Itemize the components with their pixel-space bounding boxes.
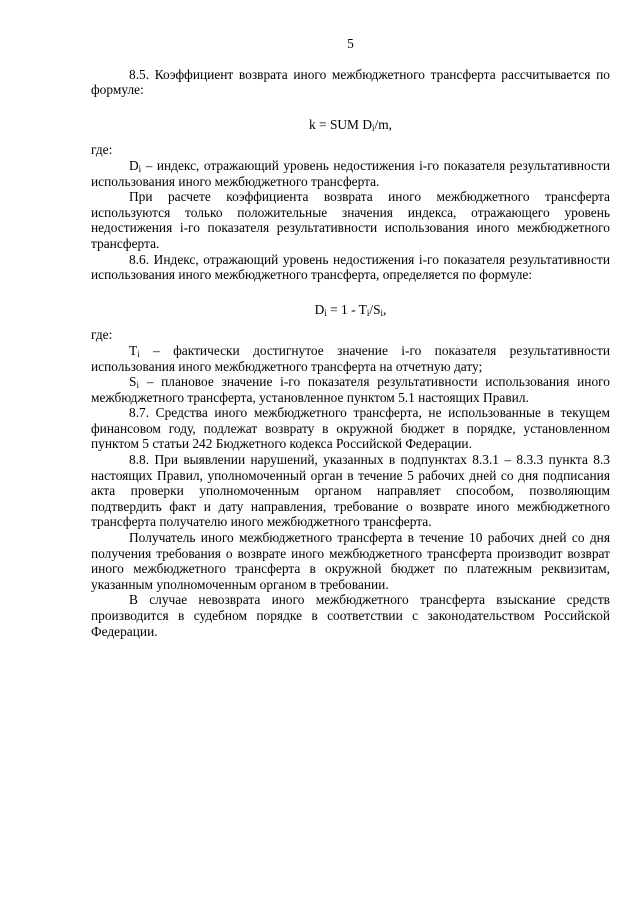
formula-di-d-sub: i [324,307,327,318]
paragraph-8-6: 8.6. Индекс, отражающий уровень недостижения i-го показателя результативности использования иного межбюджетного трансферта, определяется по формуле: [91,251,610,283]
paragraph-recipient: Получатель иного межбюджетного трансферта в течение 10 рабочих дней со дня получения требования о возврате иного межбюджетного трансферта производит возврат иного межбюджетного трансферта в окружной бюджет по платежным реквизитам, указанным уполномоченным органом в требовании. [91,530,610,592]
formula-di-mid: = 1 - T [326,301,367,317]
where-label-1: где: [91,142,113,158]
definition-di [91,158,610,189]
formula-k [91,117,610,133]
definition-ti-symbol: T [129,342,138,358]
formula-di-t-sub: i [366,307,370,318]
formula-di [91,302,610,318]
formula-k-suffix: /m, [374,116,392,132]
definition-ti-text: – фактически достигнутое значение i-го показателя результативности использования иного межбюджетного трансферта на отчетную дату; [91,342,610,374]
definition-si-text: – плановое значение i-го показателя результативности использования иного межбюджетного трансферта, установленное пунктом 5.1 настоящих Правил. [91,374,610,405]
formula-di-s-sub: i [380,307,384,318]
definition-si [91,374,610,405]
document-page [91,36,610,639]
where-label-2: где: [91,327,113,343]
paragraph-calc: При расчете коэффициента возврата иного межбюджетного трансферта используются только положительные значения индекса, отражающего уровень недостижения i-го показателя результативности использования иного межбюджетного трансферта. [91,189,610,251]
definition-ti [91,343,610,374]
definition-di-symbol: D [129,157,139,173]
formula-di-d: D [314,301,325,317]
formula-di-end: , [383,301,387,317]
definition-si-symbol: S [129,374,137,390]
formula-di-slash: /S [369,301,381,317]
paragraph-8-8: 8.8. При выявлении нарушений, указанных в подпунктах 8.3.1 – 8.3.3 пункта 8.3 настоящих Правил, уполномоченный орган в течение 5 рабочих дней со дня подписания акта проверки уполномоченным органом направляет способом, позволяющим подтвердить факт и дату направления, требование о возврате иного межбюджетного трансферта получателю иного межбюджетного трансферта. [91,452,610,530]
definition-si-sub: i [136,380,139,391]
definition-di-sub: i [138,163,142,174]
paragraph-8-5: 8.5. Коэффициент возврата иного межбюджетного трансферта рассчитывается по формуле: [91,66,610,98]
paragraph-8-7: 8.7. Средства иного межбюджетного трансферта, не использованные в текущем финансовом году, подлежат возврату в окружной бюджет в порядке, установленном пунктом 5 статьи 242 Бюджетного кодекса Российской Федерации. [91,405,610,452]
definition-di-text: – индекс, отражающий уровень недостижения i-го показателя результативности использования иного межбюджетного трансферта. [91,157,610,189]
formula-k-prefix: k = SUM D [309,116,372,132]
definition-ti-sub: i [137,348,140,359]
paragraph-court: В случае невозврата иного межбюджетного трансферта взыскание средств производится в судебном порядке в соответствии с законодательством Российской Федерации. [91,592,610,639]
formula-k-sub: i [371,122,375,133]
page-number: 5 [347,36,354,51]
